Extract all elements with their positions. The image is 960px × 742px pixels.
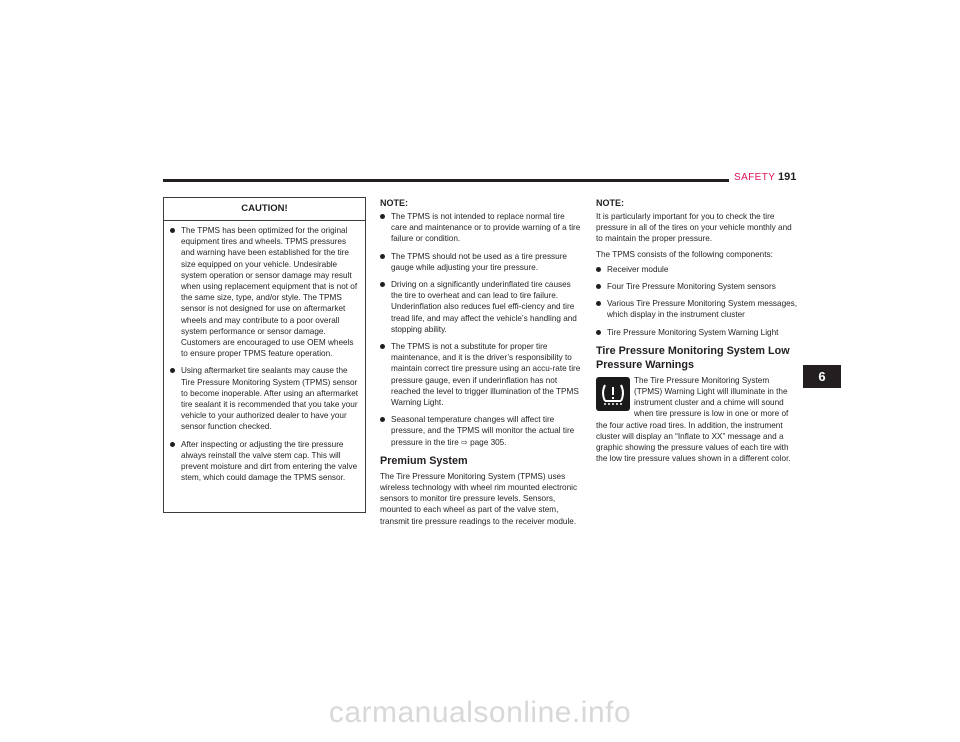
middle-column <box>380 197 582 531</box>
note-item: The TPMS is not intended to replace normal tire care and maintenance or to provide warning of a tire failure or condition. <box>380 211 582 245</box>
low-pressure-text: The Tire Pressure Monitoring System (TPMS) Warning Light will illuminate in the instrument cluster and a chime will sound when tire pressure is low in one or more of the four active road tires. In addition, the instrument cluster will display an “Inflate to XX” message and a graphic showing the pressure values of each tire with the low tire pressure values shown in a different color. <box>596 375 791 464</box>
component-item: Tire Pressure Monitoring System Warning Light <box>596 327 798 338</box>
page-number: 191 <box>778 171 797 183</box>
components-list <box>596 264 798 338</box>
caution-item: The TPMS has been optimized for the original equipment tires and wheels. TPMS pressures and warning have been established for the tire size equipped on your vehicle. Undesirable system operation or sensor damage may result when using replacement equipment that is not of the same size, type, and/or style. The TPMS sensor is not designed for use on aftermarket wheels and may contribute to a poor overall system performance or sensor damage. Customers are encouraged to use OEM wheels to ensure proper TPMS feature operation. <box>170 225 359 359</box>
right-column <box>596 197 798 468</box>
note-item: The TPMS should not be used as a tire pressure gauge while adjusting your tire pressure. <box>380 251 582 273</box>
caution-list <box>170 225 359 483</box>
caution-item: After inspecting or adjusting the tire pressure always reinstall the valve stem cap. This will prevent moisture and dirt from entering the valve stem, which could damage the TPMS sensor. <box>170 439 359 484</box>
note-item <box>380 414 582 448</box>
caution-box <box>163 197 366 513</box>
low-pressure-section <box>596 375 798 469</box>
caution-item: Using aftermarket tire sealants may cause the Tire Pressure Monitoring System (TPMS) sensor to become inoperable. After using an aftermarket tire sealant it is recommended that you take your vehicle to your authorized dealer to have your sensor function checked. <box>170 365 359 432</box>
components-intro: The TPMS consists of the following components: <box>596 249 773 259</box>
page-ref-link[interactable]: page 305. <box>470 437 507 447</box>
component-item: Various Tire Pressure Monitoring System messages, which display in the instrument cluster <box>596 298 798 320</box>
note-label: NOTE: <box>380 198 408 208</box>
note-text: It is particularly important for you to check the tire pressure in all of the tires on your vehicle monthly and to maintain the proper pressure. <box>596 212 792 244</box>
section-title: SAFETY <box>734 172 776 183</box>
component-item: Four Tire Pressure Monitoring System sensors <box>596 281 798 292</box>
note-text: Seasonal temperature changes will affect tire pressure, and the TPMS will monitor the actual tire pressure in the tire <box>391 415 575 447</box>
premium-system-heading: Premium System <box>380 454 468 467</box>
page-ref-arrow-icon: ⇨ <box>461 437 468 447</box>
note-label: NOTE: <box>596 198 624 208</box>
header-rule <box>163 179 729 182</box>
chapter-tab: 6 <box>803 365 841 388</box>
low-pressure-heading: Tire Pressure Monitoring System Low Pressure Warnings <box>596 344 790 371</box>
note-list <box>380 211 582 448</box>
tpms-warning-icon <box>596 377 630 411</box>
watermark: carmanualsonline.info <box>328 696 632 729</box>
note-item: The TPMS is not a substitute for proper tire maintenance, and it is the driver’s responsibility to maintain correct tire pressure using an accu-rate tire pressure gauge, even if underinflation has not reached the level to trigger illumination of the TPMS Warning Light. <box>380 341 582 408</box>
premium-system-text: The Tire Pressure Monitoring System (TPMS) uses wireless technology with wheel rim mounted electronic sensors to monitor tire pressure levels. Sensors, mounted to each wheel as part of the valve stem, transmit tire pressure readings to the receiver module. <box>380 471 578 526</box>
note-item: Driving on a significantly underinflated tire causes the tire to overheat and can lead to tire failure. Underinflation also reduces fuel effi-ciency and tire tread life, and may affect the vehicle’s handling and stopping ability. <box>380 279 582 335</box>
caution-title: CAUTION! <box>164 198 365 221</box>
component-item: Receiver module <box>596 264 798 275</box>
